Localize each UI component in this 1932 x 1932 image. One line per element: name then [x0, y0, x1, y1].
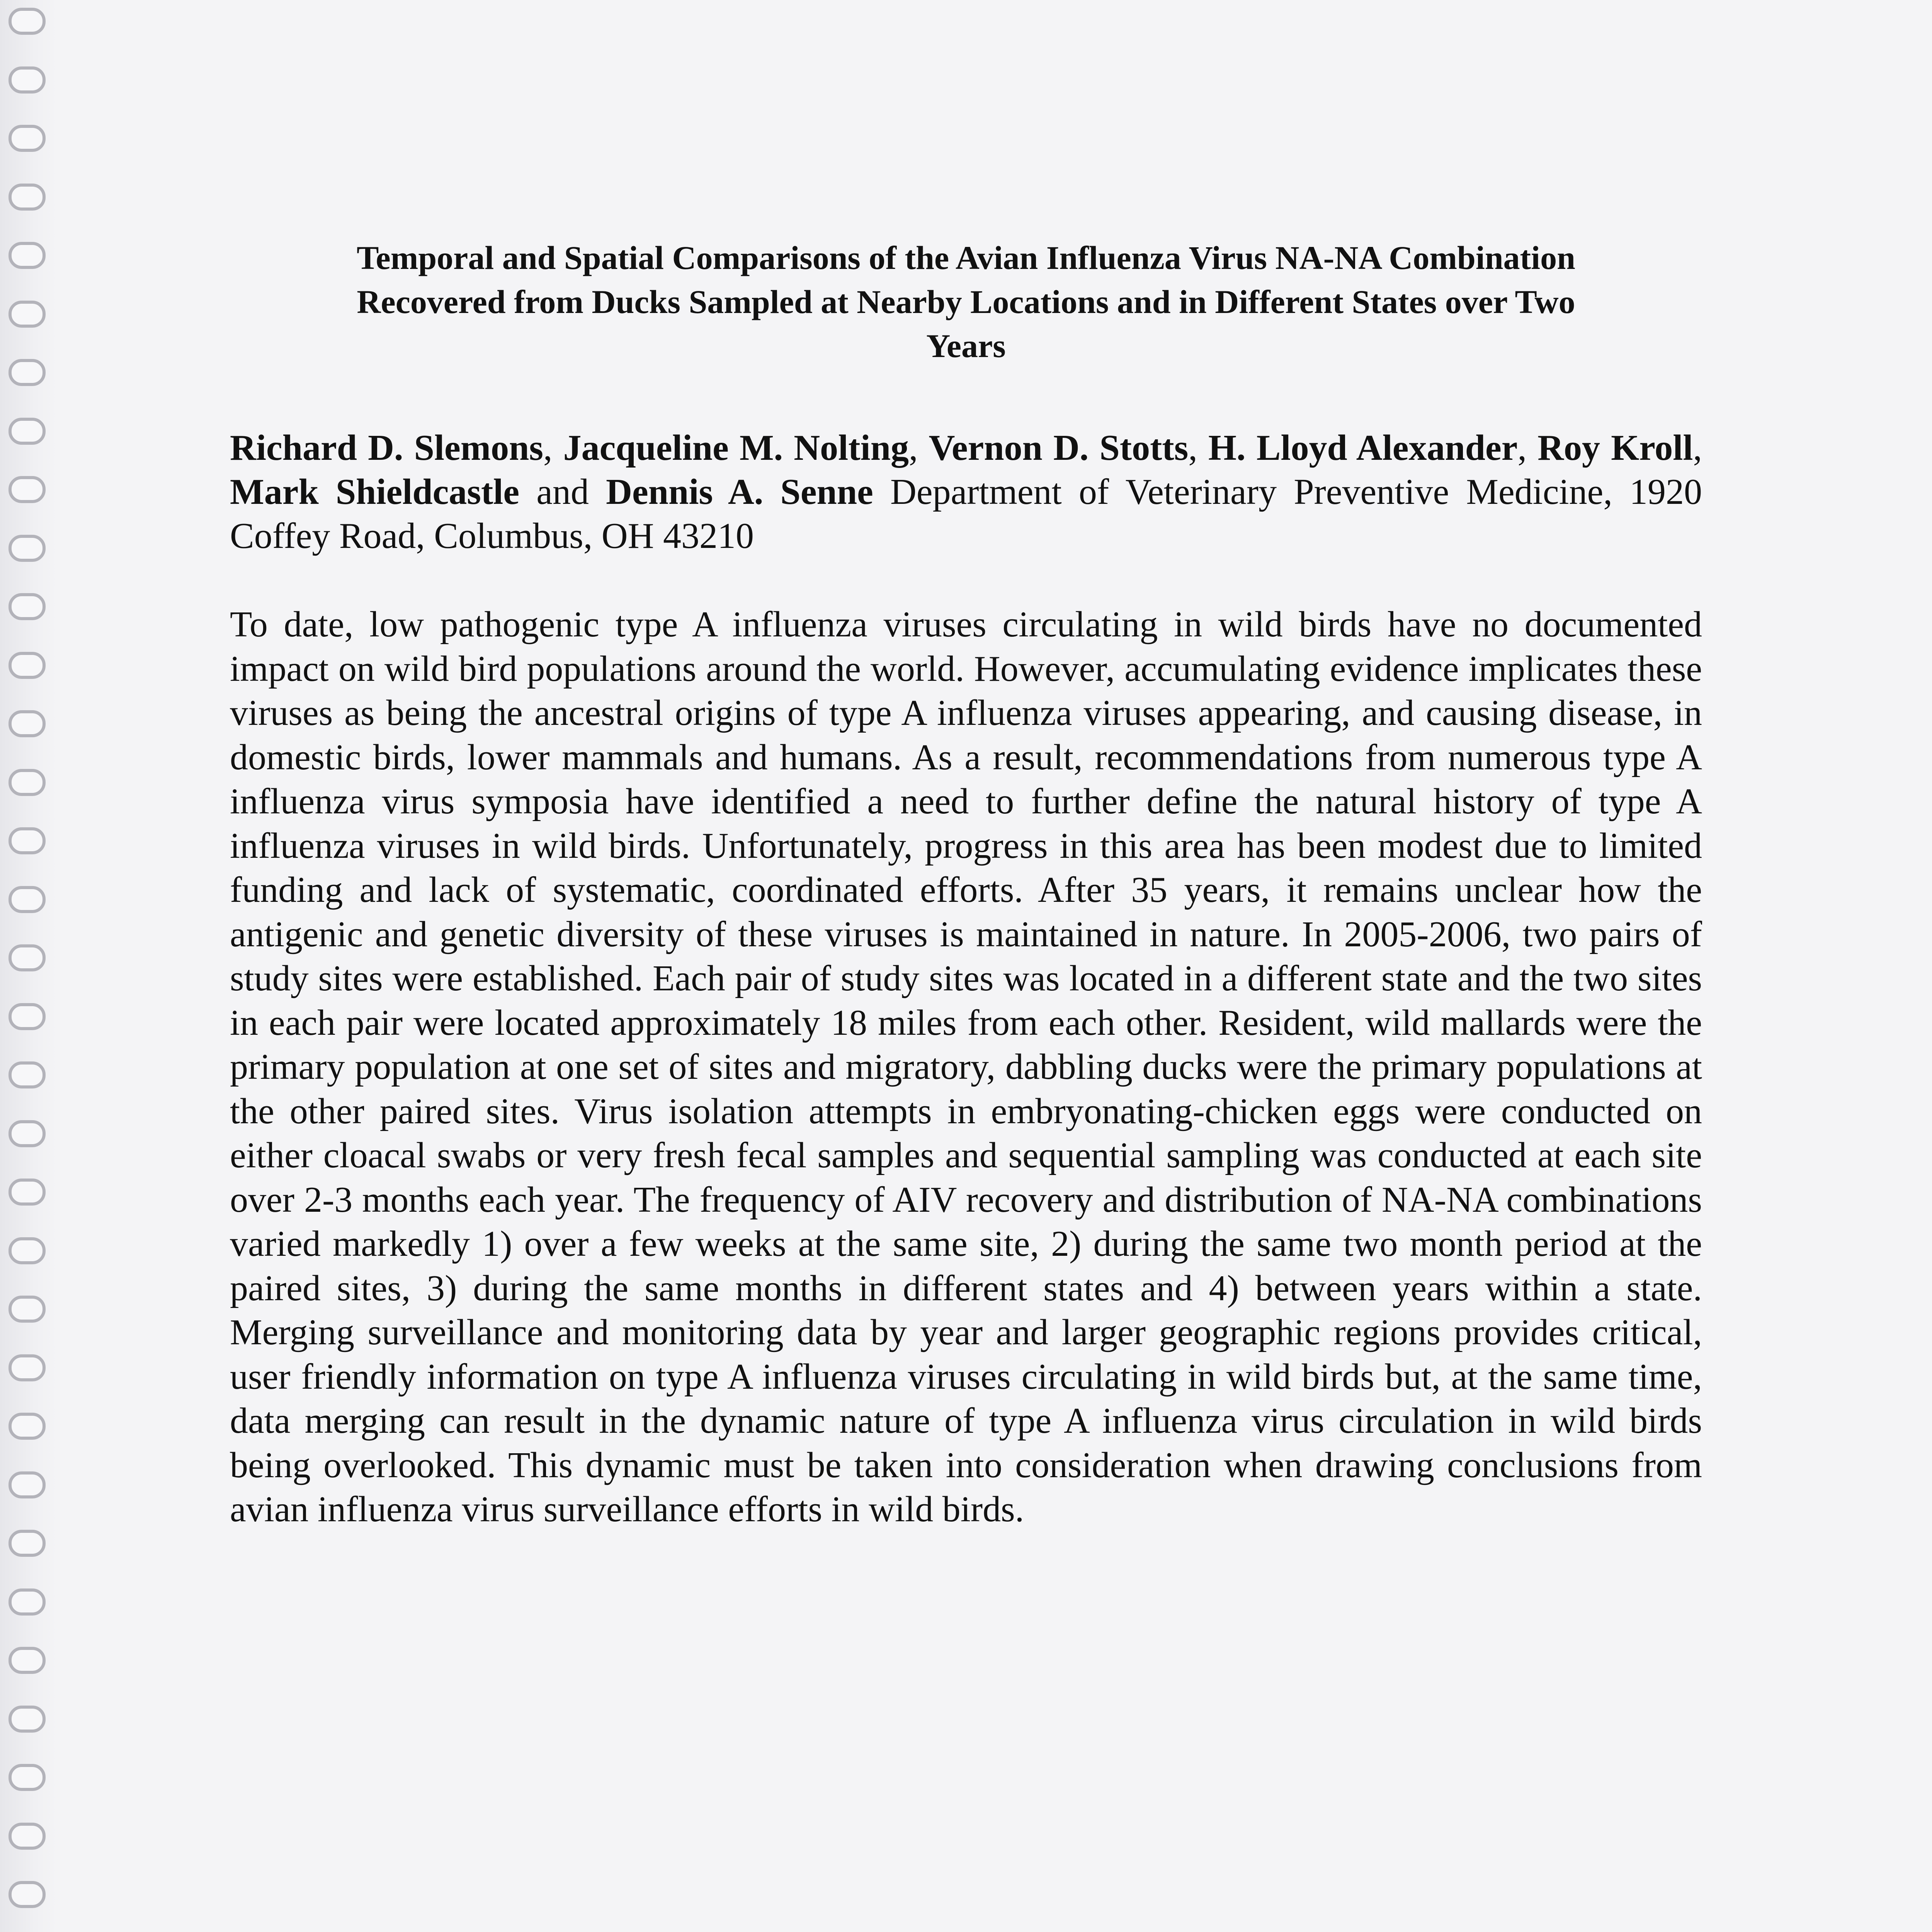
binding-ring: [9, 1296, 46, 1323]
binding-ring: [9, 1647, 46, 1674]
binding-ring: [9, 66, 46, 94]
binding-ring: [9, 886, 46, 913]
binding-ring: [9, 1881, 46, 1908]
binding-ring: [9, 1823, 46, 1850]
author-separator: ,: [1693, 428, 1702, 468]
binding-strip: [0, 0, 58, 1932]
author-name: Vernon D. Stotts: [929, 428, 1189, 468]
binding-ring: [9, 652, 46, 679]
binding-ring: [9, 827, 46, 854]
binding-ring: [9, 1764, 46, 1791]
author-name: Dennis A. Senne: [606, 472, 873, 512]
author-name: Mark Shieldcastle: [230, 472, 520, 512]
abstract-text: To date, low pathogenic type A influenza viruses circulating in wild birds have no documented impact on wild bird populations around the world. However, accumulating evidence implicates these viruses as being the ancestral origins of type A influenza viruses appearing, and causing disease, in domestic birds, lower mammals and humans. As a result, recommendations from numerous type A influenza virus symposia have identified a need to further define the natural history of type A influenza viruses in wild birds. Unfortunately, progress in this area has been modest due to limited funding and lack of systematic, coordinated efforts. After 35 years, it remains unclear how the antigenic and genetic diversity of these viruses is maintained in nature. In 2005-2006, two pairs of study sites were established. Each pair of study sites was located in a different state and the two sites in each pair were located approximately 18 miles from each other. Resident, wild mallards were the primary population at one set of sites and migratory, dabbling ducks were the primary populations at the other paired sites. Virus isolation attempts in embryonating-chicken eggs were conducted on either cloacal swabs or very fresh fecal samples and sequential sampling was conducted at each site over 2-3 months each year. The frequency of AIV recovery and distribution of NA-NA combinations varied markedly 1) over a few weeks at the same site, 2) during the same two month period at the paired sites, 3) during the same months in different states and 4) between years within a state. Merging surveillance and monitoring data by year and larger geographic regions provides critical, user friendly information on type A influenza viruses circulating in wild birds but, at the same time, data merging can result in the dynamic nature of type A influenza virus circulation in wild birds being overlooked. This dynamic must be taken into consideration when drawing conclusions from avian influenza virus surveillance efforts in wild birds.: [230, 604, 1702, 1529]
binding-ring: [9, 1120, 46, 1147]
binding-ring: [9, 8, 46, 35]
binding-ring: [9, 1413, 46, 1440]
binding-ring: [9, 476, 46, 503]
author-separator: ,: [909, 428, 929, 468]
binding-ring: [9, 1237, 46, 1264]
binding-ring: [9, 301, 46, 328]
author-separator: [873, 472, 890, 512]
binding-ring: [9, 418, 46, 445]
affiliation: Department of Veterinary Preventive Medicine, 1920 Coffey Road, Columbus, OH 43210: [230, 472, 1702, 556]
binding-ring: [9, 944, 46, 971]
binding-ring: [9, 1706, 46, 1733]
author-name: H. Lloyd Alexander: [1208, 428, 1518, 468]
binding-ring: [9, 242, 46, 269]
binding-ring: [9, 535, 46, 562]
binding-ring: [9, 1354, 46, 1381]
binding-ring: [9, 1530, 46, 1557]
binding-ring: [9, 1061, 46, 1088]
author-name: Richard D. Slemons: [230, 428, 543, 468]
binding-ring: [9, 359, 46, 386]
binding-ring: [9, 1471, 46, 1498]
paper-title: Temporal and Spatial Comparisons of the Avian Influenza Virus NA-NA Combination Recovered from Ducks Sampled at Nearby Locations and in Different States over Two Years: [357, 239, 1575, 364]
binding-ring: [9, 593, 46, 620]
author-name: Jacqueline M. Nolting: [563, 428, 909, 468]
binding-ring: [9, 710, 46, 737]
binding-ring: [9, 769, 46, 796]
binding-ring: [9, 184, 46, 211]
binding-ring: [9, 1003, 46, 1030]
author-separator: and: [519, 472, 606, 512]
author-separator: ,: [1188, 428, 1208, 468]
author-block: [230, 426, 1702, 558]
binding-ring: [9, 1179, 46, 1206]
binding-ring: [9, 1588, 46, 1616]
binding-ring: [9, 125, 46, 152]
author-separator: ,: [543, 428, 563, 468]
author-name: Roy Kroll: [1537, 428, 1693, 468]
author-separator: ,: [1517, 428, 1538, 468]
document-page: [230, 236, 1702, 1568]
